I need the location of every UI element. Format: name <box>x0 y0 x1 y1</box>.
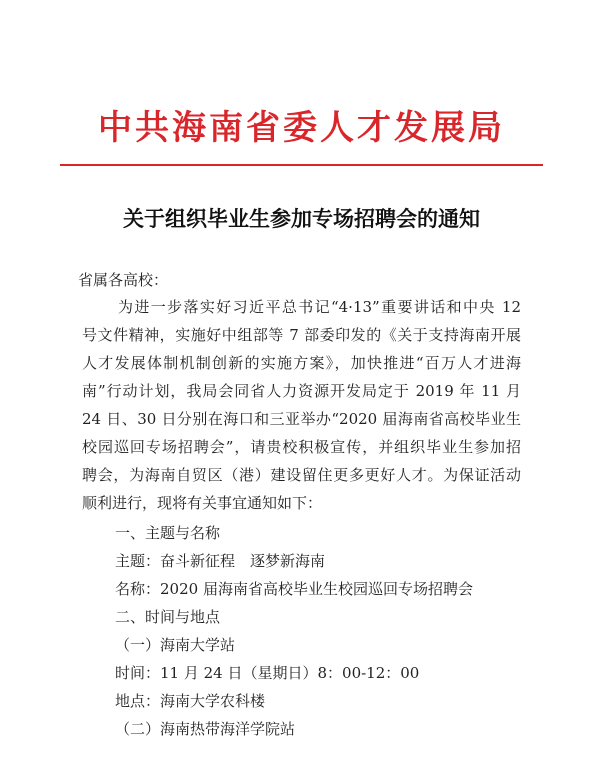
theme-line: 主题：奋斗新征程 逐梦新海南 <box>115 552 326 570</box>
document-title: 关于组织毕业生参加专场招聘会的通知 <box>123 206 480 231</box>
body-line-8: 顺利进行，现将有关事宜通知如下： <box>82 494 323 512</box>
body-line-3: 人才发展体制机制创新的实施方案》，加快推进“百万人才进海 <box>82 354 521 372</box>
body-line-2: 号文件精神，实施好中组部等 7 部委印发的《关于支持海南开展 <box>82 326 521 344</box>
station-1-time: 时间：11 月 24 日（星期日）8：00-12：00 <box>115 664 420 682</box>
salutation: 省属各高校： <box>78 271 169 289</box>
body-line-7: 聘会，为海南自贸区（港）建设留住更多更好人才。为保证活动 <box>82 466 521 484</box>
red-divider-line <box>60 164 543 166</box>
section-1-heading: 一、主题与名称 <box>115 524 221 542</box>
body-line-6: 校园巡回专场招聘会”，请贵校积极宣传，并组织毕业生参加招 <box>82 438 521 456</box>
body-line-4: 南”行动计划，我局会同省人力资源开发局定于 2019 年 11 月 <box>82 382 521 400</box>
station-1-place: 地点：海南大学农科楼 <box>115 692 266 710</box>
station-1-label: （一）海南大学站 <box>115 636 236 654</box>
section-2-heading: 二、时间与地点 <box>115 608 221 626</box>
body-line-5: 24 日、30 日分别在海口和三亚举办“2020 届海南省高校毕业生 <box>82 410 521 428</box>
body-line-1: 为进一步落实好习近平总书记“4·13”重要讲话和中央 12 <box>118 298 521 316</box>
event-name-line: 名称：2020 届海南省高校毕业生校园巡回专场招聘会 <box>115 580 473 598</box>
station-2-label: （二）海南热带海洋学院站 <box>115 720 296 738</box>
issuing-authority-header: 中共海南省委人才发展局 <box>98 108 505 148</box>
